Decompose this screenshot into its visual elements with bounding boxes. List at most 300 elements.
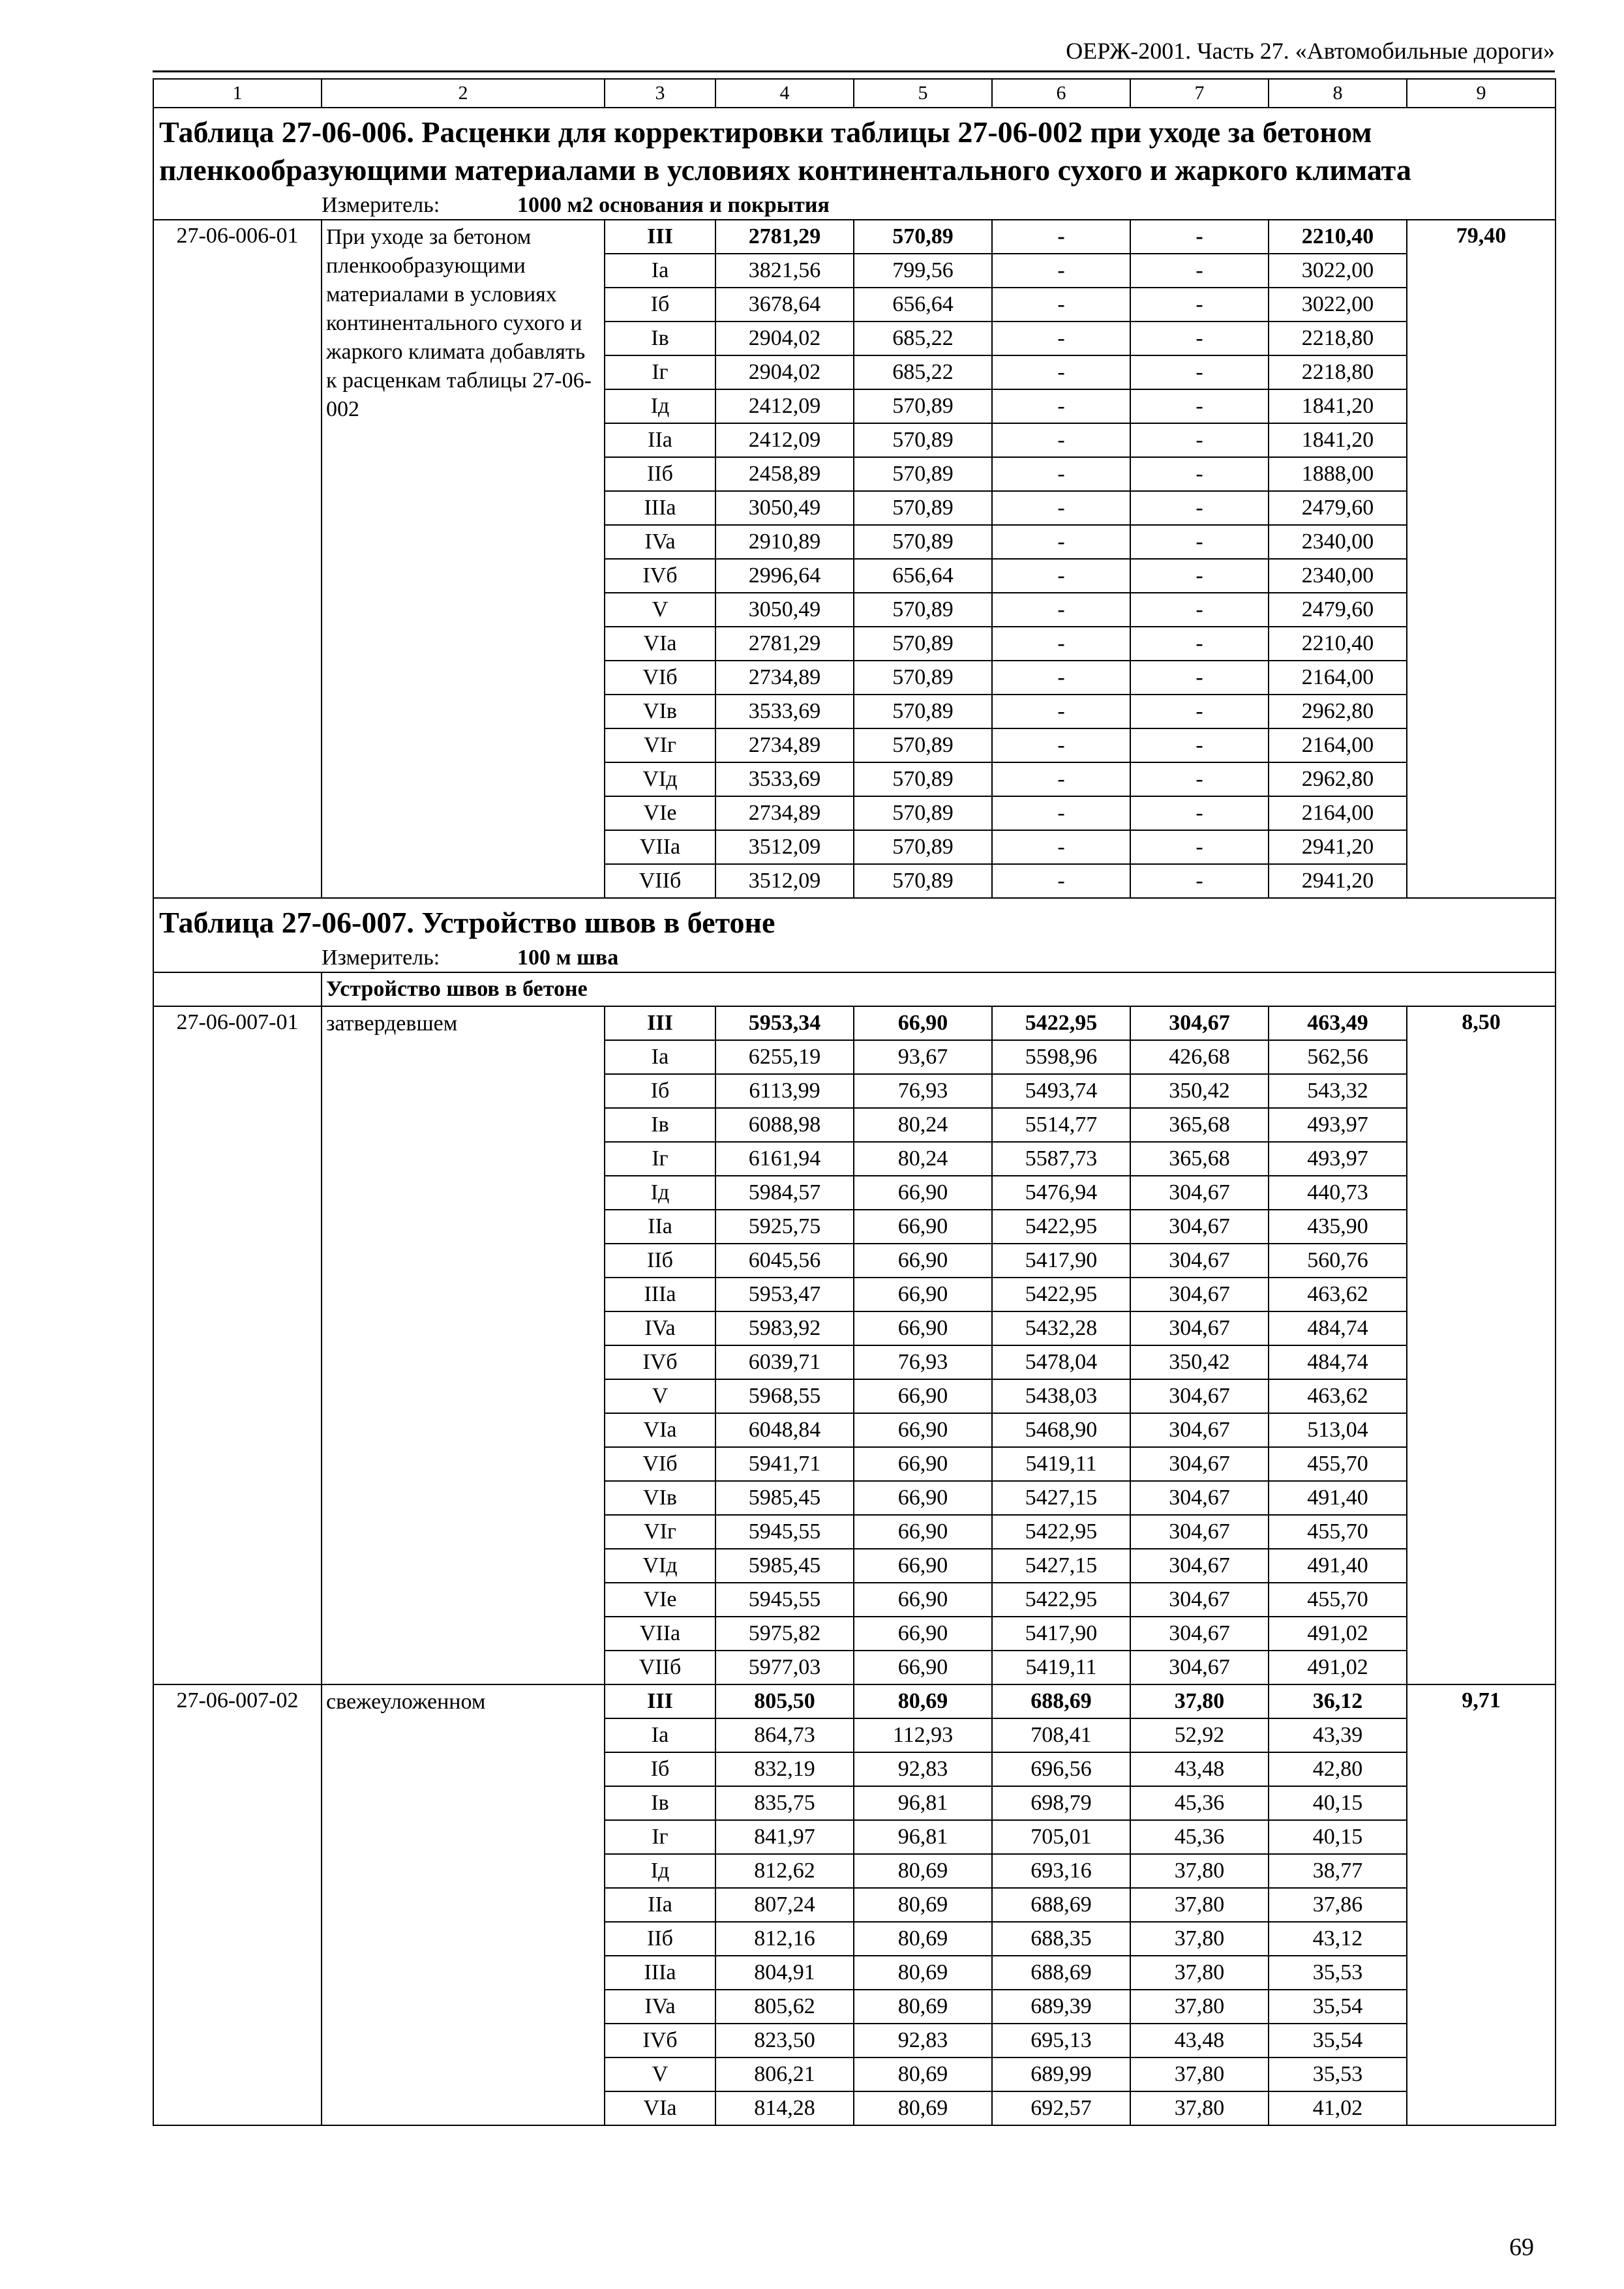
- wages-cell: 76,93: [854, 1345, 992, 1379]
- total-cost-cell: 804,91: [715, 1956, 854, 1990]
- machine-cost-cell: -: [992, 830, 1130, 864]
- climate-zone-cell: VIe: [605, 1583, 715, 1617]
- machinist-wages-cell: -: [1130, 491, 1269, 525]
- machinist-wages-cell: 43,48: [1130, 1752, 1269, 1786]
- machine-cost-cell: -: [992, 288, 1130, 322]
- machine-cost-cell: -: [992, 728, 1130, 762]
- machine-cost-cell: 695,13: [992, 2024, 1130, 2057]
- machine-cost-cell: 688,69: [992, 1956, 1130, 1990]
- climate-zone-cell: VIe: [605, 796, 715, 830]
- wages-cell: 570,89: [854, 457, 992, 491]
- climate-zone-cell: Ia: [605, 1040, 715, 1074]
- machinist-wages-cell: -: [1130, 864, 1269, 898]
- climate-zone-cell: IVa: [605, 1990, 715, 2024]
- climate-zone-cell: V: [605, 2057, 715, 2091]
- climate-zone-cell: VIIa: [605, 1617, 715, 1651]
- climate-zone-cell: Iд: [605, 389, 715, 423]
- machinist-wages-cell: 304,67: [1130, 1379, 1269, 1413]
- machinist-wages-cell: 52,92: [1130, 1718, 1269, 1752]
- materials-cost-cell: 484,74: [1269, 1345, 1407, 1379]
- materials-cost-cell: 2941,20: [1269, 830, 1407, 864]
- machine-cost-cell: 5422,95: [992, 1006, 1130, 1040]
- climate-zone-cell: III: [605, 220, 715, 254]
- machinist-wages-cell: 426,68: [1130, 1040, 1269, 1074]
- machine-cost-cell: 5438,03: [992, 1379, 1130, 1413]
- total-cost-cell: 5953,47: [715, 1278, 854, 1311]
- wages-cell: 570,89: [854, 220, 992, 254]
- machinist-wages-cell: -: [1130, 322, 1269, 355]
- wages-cell: 80,24: [854, 1108, 992, 1142]
- section-subtitle: Устройство швов в бетоне: [322, 972, 1556, 1006]
- climate-zone-cell: IIIa: [605, 1956, 715, 1990]
- materials-cost-cell: 463,62: [1269, 1379, 1407, 1413]
- climate-zone-cell: Iг: [605, 355, 715, 389]
- wages-cell: 80,69: [854, 1684, 992, 1718]
- table-title: Таблица 27-06-007. Устройство швов в бетоне: [153, 898, 1556, 944]
- wages-cell: 570,89: [854, 830, 992, 864]
- wages-cell: 66,90: [854, 1379, 992, 1413]
- materials-cost-cell: 2218,80: [1269, 322, 1407, 355]
- machinist-wages-cell: -: [1130, 355, 1269, 389]
- wages-cell: 799,56: [854, 254, 992, 288]
- climate-zone-cell: Ia: [605, 254, 715, 288]
- climate-zone-cell: VIa: [605, 1413, 715, 1447]
- climate-zone-cell: Iг: [605, 1820, 715, 1854]
- materials-cost-cell: 35,54: [1269, 2024, 1407, 2057]
- labor-cost: 8,50: [1407, 1006, 1556, 1684]
- machinist-wages-cell: -: [1130, 288, 1269, 322]
- total-cost-cell: 841,97: [715, 1820, 854, 1854]
- wages-cell: 80,69: [854, 2057, 992, 2091]
- total-cost-cell: 5983,92: [715, 1311, 854, 1345]
- climate-zone-cell: VIб: [605, 661, 715, 695]
- materials-cost-cell: 440,73: [1269, 1176, 1407, 1210]
- total-cost-cell: 3512,09: [715, 864, 854, 898]
- measure-value: 1000 м2 основания и покрытия: [517, 193, 830, 217]
- materials-cost-cell: 40,15: [1269, 1786, 1407, 1820]
- total-cost-cell: 5975,82: [715, 1617, 854, 1651]
- climate-zone-cell: V: [605, 1379, 715, 1413]
- wages-cell: 80,69: [854, 1888, 992, 1922]
- total-cost-cell: 5985,45: [715, 1481, 854, 1515]
- total-cost-cell: 6161,94: [715, 1142, 854, 1176]
- machine-cost-cell: -: [992, 525, 1130, 559]
- machine-cost-cell: -: [992, 254, 1130, 288]
- wages-cell: 66,90: [854, 1651, 992, 1684]
- total-cost-cell: 2996,64: [715, 559, 854, 593]
- machinist-wages-cell: -: [1130, 220, 1269, 254]
- column-number: 5: [854, 79, 992, 108]
- wages-cell: 66,90: [854, 1515, 992, 1549]
- total-cost-cell: 2781,29: [715, 627, 854, 661]
- machine-cost-cell: -: [992, 491, 1130, 525]
- materials-cost-cell: 2164,00: [1269, 661, 1407, 695]
- wages-cell: 656,64: [854, 559, 992, 593]
- materials-cost-cell: 455,70: [1269, 1583, 1407, 1617]
- wages-cell: 93,67: [854, 1040, 992, 1074]
- machine-cost-cell: -: [992, 762, 1130, 796]
- measure-row: [153, 192, 1556, 220]
- machinist-wages-cell: 43,48: [1130, 2024, 1269, 2057]
- column-number: 4: [715, 79, 854, 108]
- machine-cost-cell: -: [992, 695, 1130, 728]
- total-cost-cell: 5941,71: [715, 1447, 854, 1481]
- wages-cell: 66,90: [854, 1413, 992, 1447]
- table-row: [153, 1006, 1556, 1040]
- machinist-wages-cell: 304,67: [1130, 1583, 1269, 1617]
- wages-cell: 570,89: [854, 423, 992, 457]
- rate-description: свежеуложенном: [322, 1684, 605, 2125]
- machinist-wages-cell: 37,80: [1130, 1854, 1269, 1888]
- machine-cost-cell: 705,01: [992, 1820, 1130, 1854]
- climate-zone-cell: IIб: [605, 457, 715, 491]
- machinist-wages-cell: 350,42: [1130, 1074, 1269, 1108]
- machinist-wages-cell: 37,80: [1130, 1888, 1269, 1922]
- climate-zone-cell: V: [605, 593, 715, 627]
- machine-cost-cell: 5422,95: [992, 1515, 1130, 1549]
- climate-zone-cell: IIa: [605, 423, 715, 457]
- machine-cost-cell: -: [992, 559, 1130, 593]
- wages-cell: 66,90: [854, 1210, 992, 1244]
- climate-zone-cell: Ia: [605, 1718, 715, 1752]
- materials-cost-cell: 2340,00: [1269, 559, 1407, 593]
- machine-cost-cell: -: [992, 389, 1130, 423]
- climate-zone-cell: Iг: [605, 1142, 715, 1176]
- machinist-wages-cell: 304,67: [1130, 1447, 1269, 1481]
- wages-cell: 96,81: [854, 1820, 992, 1854]
- climate-zone-cell: Iв: [605, 322, 715, 355]
- total-cost-cell: 6088,98: [715, 1108, 854, 1142]
- machine-cost-cell: 688,35: [992, 1922, 1130, 1956]
- total-cost-cell: 5925,75: [715, 1210, 854, 1244]
- machinist-wages-cell: 304,67: [1130, 1617, 1269, 1651]
- total-cost-cell: 5984,57: [715, 1176, 854, 1210]
- total-cost-cell: 3533,69: [715, 762, 854, 796]
- machinist-wages-cell: 45,36: [1130, 1786, 1269, 1820]
- rate-description: затвердевшем: [322, 1006, 605, 1684]
- wages-cell: 570,89: [854, 864, 992, 898]
- machine-cost-cell: -: [992, 796, 1130, 830]
- materials-cost-cell: 491,02: [1269, 1617, 1407, 1651]
- total-cost-cell: 3533,69: [715, 695, 854, 728]
- materials-cost-cell: 41,02: [1269, 2091, 1407, 2125]
- materials-cost-cell: 43,39: [1269, 1718, 1407, 1752]
- machine-cost-cell: 5417,90: [992, 1244, 1130, 1278]
- machine-cost-cell: 698,79: [992, 1786, 1130, 1820]
- materials-cost-cell: 455,70: [1269, 1447, 1407, 1481]
- wages-cell: 570,89: [854, 525, 992, 559]
- machinist-wages-cell: 304,67: [1130, 1549, 1269, 1583]
- climate-zone-cell: VIд: [605, 762, 715, 796]
- column-number: 3: [605, 79, 715, 108]
- machine-cost-cell: 5432,28: [992, 1311, 1130, 1345]
- climate-zone-cell: IIa: [605, 1888, 715, 1922]
- machinist-wages-cell: -: [1130, 593, 1269, 627]
- column-number: 9: [1407, 79, 1556, 108]
- measure-value: 100 м шва: [517, 946, 619, 970]
- machine-cost-cell: 5514,77: [992, 1108, 1130, 1142]
- column-number: 8: [1269, 79, 1407, 108]
- total-cost-cell: 6039,71: [715, 1345, 854, 1379]
- total-cost-cell: 5953,34: [715, 1006, 854, 1040]
- climate-zone-cell: III: [605, 1684, 715, 1718]
- materials-cost-cell: 43,12: [1269, 1922, 1407, 1956]
- climate-zone-cell: Iб: [605, 1752, 715, 1786]
- column-number: 1: [153, 79, 322, 108]
- climate-zone-cell: Iд: [605, 1176, 715, 1210]
- machine-cost-cell: 696,56: [992, 1752, 1130, 1786]
- machine-cost-cell: 689,39: [992, 1990, 1130, 2024]
- table-title-row: [153, 898, 1556, 944]
- machinist-wages-cell: -: [1130, 728, 1269, 762]
- table-row: [153, 1684, 1556, 1718]
- measure-label: Измеритель:: [322, 193, 440, 217]
- total-cost-cell: 5945,55: [715, 1583, 854, 1617]
- measure-cell: [322, 944, 1556, 972]
- column-number: 6: [992, 79, 1130, 108]
- wages-cell: 80,69: [854, 1956, 992, 1990]
- wages-cell: 92,83: [854, 1752, 992, 1786]
- wages-cell: 66,90: [854, 1447, 992, 1481]
- total-cost-cell: 5977,03: [715, 1651, 854, 1684]
- machine-cost-cell: 689,99: [992, 2057, 1130, 2091]
- machine-cost-cell: 5422,95: [992, 1583, 1130, 1617]
- wages-cell: 112,93: [854, 1718, 992, 1752]
- total-cost-cell: 806,21: [715, 2057, 854, 2091]
- materials-cost-cell: 40,15: [1269, 1820, 1407, 1854]
- machine-cost-cell: -: [992, 423, 1130, 457]
- column-number: 7: [1130, 79, 1269, 108]
- table-title: Таблица 27-06-006. Расценки для корректировки таблицы 27-06-002 при уходе за бетоном пленкообразующими материалами в условиях континентального сухого и жаркого климата: [153, 108, 1556, 192]
- machinist-wages-cell: -: [1130, 796, 1269, 830]
- wages-cell: 96,81: [854, 1786, 992, 1820]
- climate-zone-cell: VIв: [605, 695, 715, 728]
- wages-cell: 80,69: [854, 2091, 992, 2125]
- wages-cell: 570,89: [854, 695, 992, 728]
- total-cost-cell: 835,75: [715, 1786, 854, 1820]
- total-cost-cell: 864,73: [715, 1718, 854, 1752]
- table-row: [153, 220, 1556, 254]
- wages-cell: 66,90: [854, 1176, 992, 1210]
- subtitle-row: [153, 972, 1556, 1006]
- machine-cost-cell: -: [992, 322, 1130, 355]
- materials-cost-cell: 463,62: [1269, 1278, 1407, 1311]
- climate-zone-cell: VIa: [605, 627, 715, 661]
- column-number: 2: [322, 79, 605, 108]
- total-cost-cell: 807,24: [715, 1888, 854, 1922]
- machine-cost-cell: -: [992, 355, 1130, 389]
- labor-cost: 79,40: [1407, 220, 1556, 898]
- total-cost-cell: 2734,89: [715, 796, 854, 830]
- measure-label: Измеритель:: [322, 946, 440, 970]
- materials-cost-cell: 2479,60: [1269, 491, 1407, 525]
- total-cost-cell: 2412,09: [715, 389, 854, 423]
- materials-cost-cell: 435,90: [1269, 1210, 1407, 1244]
- wages-cell: 80,69: [854, 1854, 992, 1888]
- materials-cost-cell: 35,53: [1269, 1956, 1407, 1990]
- machine-cost-cell: 5419,11: [992, 1651, 1130, 1684]
- total-cost-cell: 5945,55: [715, 1515, 854, 1549]
- machinist-wages-cell: -: [1130, 389, 1269, 423]
- machinist-wages-cell: 304,67: [1130, 1481, 1269, 1515]
- total-cost-cell: 2734,89: [715, 728, 854, 762]
- rate-code: 27-06-007-02: [153, 1684, 322, 2125]
- climate-zone-cell: IVб: [605, 559, 715, 593]
- wages-cell: 570,89: [854, 728, 992, 762]
- page-number: 69: [1509, 2234, 1534, 2261]
- rate-code: 27-06-006-01: [153, 220, 322, 898]
- climate-zone-cell: IVa: [605, 1311, 715, 1345]
- machinist-wages-cell: 37,80: [1130, 1990, 1269, 2024]
- wages-cell: 80,69: [854, 1922, 992, 1956]
- machine-cost-cell: 693,16: [992, 1854, 1130, 1888]
- machine-cost-cell: 5476,94: [992, 1176, 1130, 1210]
- climate-zone-cell: VIд: [605, 1549, 715, 1583]
- materials-cost-cell: 2941,20: [1269, 864, 1407, 898]
- climate-zone-cell: VIIa: [605, 830, 715, 864]
- machinist-wages-cell: 350,42: [1130, 1345, 1269, 1379]
- materials-cost-cell: 2210,40: [1269, 627, 1407, 661]
- header-rule: [153, 70, 1555, 72]
- materials-cost-cell: 463,49: [1269, 1006, 1407, 1040]
- climate-zone-cell: IIб: [605, 1244, 715, 1278]
- machinist-wages-cell: 304,67: [1130, 1278, 1269, 1311]
- climate-zone-cell: VIIб: [605, 864, 715, 898]
- climate-zone-cell: Iд: [605, 1854, 715, 1888]
- materials-cost-cell: 562,56: [1269, 1040, 1407, 1074]
- climate-zone-cell: IIa: [605, 1210, 715, 1244]
- materials-cost-cell: 2164,00: [1269, 728, 1407, 762]
- materials-cost-cell: 2479,60: [1269, 593, 1407, 627]
- materials-cost-cell: 491,40: [1269, 1549, 1407, 1583]
- materials-cost-cell: 560,76: [1269, 1244, 1407, 1278]
- total-cost-cell: 6048,84: [715, 1413, 854, 1447]
- total-cost-cell: 2734,89: [715, 661, 854, 695]
- wages-cell: 570,89: [854, 389, 992, 423]
- table-body: [153, 79, 1556, 2125]
- wages-cell: 66,90: [854, 1617, 992, 1651]
- total-cost-cell: 2910,89: [715, 525, 854, 559]
- machine-cost-cell: 5493,74: [992, 1074, 1130, 1108]
- climate-zone-cell: Iб: [605, 288, 715, 322]
- materials-cost-cell: 2962,80: [1269, 695, 1407, 728]
- rate-code: 27-06-007-01: [153, 1006, 322, 1684]
- materials-cost-cell: 484,74: [1269, 1311, 1407, 1345]
- materials-cost-cell: 2210,40: [1269, 220, 1407, 254]
- wages-cell: 656,64: [854, 288, 992, 322]
- climate-zone-cell: VIб: [605, 1447, 715, 1481]
- machinist-wages-cell: 304,67: [1130, 1210, 1269, 1244]
- materials-cost-cell: 455,70: [1269, 1515, 1407, 1549]
- machinist-wages-cell: 37,80: [1130, 2091, 1269, 2125]
- machinist-wages-cell: -: [1130, 525, 1269, 559]
- climate-zone-cell: III: [605, 1006, 715, 1040]
- machinist-wages-cell: 304,67: [1130, 1515, 1269, 1549]
- machine-cost-cell: 5419,11: [992, 1447, 1130, 1481]
- machine-cost-cell: 5422,95: [992, 1210, 1130, 1244]
- machinist-wages-cell: -: [1130, 695, 1269, 728]
- materials-cost-cell: 491,02: [1269, 1651, 1407, 1684]
- materials-cost-cell: 42,80: [1269, 1752, 1407, 1786]
- total-cost-cell: 2904,02: [715, 355, 854, 389]
- total-cost-cell: 814,28: [715, 2091, 854, 2125]
- total-cost-cell: 832,19: [715, 1752, 854, 1786]
- total-cost-cell: 5985,45: [715, 1549, 854, 1583]
- machinist-wages-cell: 365,68: [1130, 1142, 1269, 1176]
- machinist-wages-cell: 45,36: [1130, 1820, 1269, 1854]
- machine-cost-cell: 5427,15: [992, 1481, 1130, 1515]
- total-cost-cell: 2412,09: [715, 423, 854, 457]
- wages-cell: 80,69: [854, 1990, 992, 2024]
- machine-cost-cell: 688,69: [992, 1684, 1130, 1718]
- materials-cost-cell: 513,04: [1269, 1413, 1407, 1447]
- machinist-wages-cell: 304,67: [1130, 1311, 1269, 1345]
- machine-cost-cell: -: [992, 864, 1130, 898]
- machine-cost-cell: 5427,15: [992, 1549, 1130, 1583]
- wages-cell: 685,22: [854, 355, 992, 389]
- total-cost-cell: 3821,56: [715, 254, 854, 288]
- wages-cell: 66,90: [854, 1278, 992, 1311]
- total-cost-cell: 805,50: [715, 1684, 854, 1718]
- machinist-wages-cell: 304,67: [1130, 1176, 1269, 1210]
- materials-cost-cell: 1841,20: [1269, 389, 1407, 423]
- measure-spacer: [153, 944, 322, 972]
- climate-zone-cell: VIa: [605, 2091, 715, 2125]
- materials-cost-cell: 3022,00: [1269, 288, 1407, 322]
- machinist-wages-cell: 37,80: [1130, 1684, 1269, 1718]
- materials-cost-cell: 37,86: [1269, 1888, 1407, 1922]
- materials-cost-cell: 493,97: [1269, 1108, 1407, 1142]
- materials-cost-cell: 2340,00: [1269, 525, 1407, 559]
- machine-cost-cell: 5478,04: [992, 1345, 1130, 1379]
- climate-zone-cell: VIг: [605, 728, 715, 762]
- climate-zone-cell: IIб: [605, 1922, 715, 1956]
- machine-cost-cell: 5422,95: [992, 1278, 1130, 1311]
- machinist-wages-cell: 304,67: [1130, 1651, 1269, 1684]
- materials-cost-cell: 491,40: [1269, 1481, 1407, 1515]
- wages-cell: 570,89: [854, 593, 992, 627]
- labor-cost: 9,71: [1407, 1684, 1556, 2125]
- wages-cell: 66,90: [854, 1006, 992, 1040]
- total-cost-cell: 6045,56: [715, 1244, 854, 1278]
- wages-cell: 66,90: [854, 1549, 992, 1583]
- wages-cell: 76,93: [854, 1074, 992, 1108]
- machinist-wages-cell: 304,67: [1130, 1006, 1269, 1040]
- total-cost-cell: 812,16: [715, 1922, 854, 1956]
- wages-cell: 570,89: [854, 796, 992, 830]
- machinist-wages-cell: -: [1130, 830, 1269, 864]
- machinist-wages-cell: -: [1130, 254, 1269, 288]
- materials-cost-cell: 35,53: [1269, 2057, 1407, 2091]
- climate-zone-cell: IVб: [605, 2024, 715, 2057]
- machine-cost-cell: 5417,90: [992, 1617, 1130, 1651]
- materials-cost-cell: 1888,00: [1269, 457, 1407, 491]
- machine-cost-cell: -: [992, 627, 1130, 661]
- machinist-wages-cell: -: [1130, 423, 1269, 457]
- running-header: ОЕРЖ-2001. Часть 27. «Автомобильные дороги»: [1066, 38, 1555, 64]
- machine-cost-cell: 5587,73: [992, 1142, 1130, 1176]
- machine-cost-cell: 688,69: [992, 1888, 1130, 1922]
- materials-cost-cell: 36,12: [1269, 1684, 1407, 1718]
- wages-cell: 570,89: [854, 627, 992, 661]
- wages-cell: 570,89: [854, 491, 992, 525]
- materials-cost-cell: 1841,20: [1269, 423, 1407, 457]
- rate-description: При уходе за бетоном пленкообразующими материалами в условиях континентального сухого и жаркого климата добавлять к расценкам таблицы 27-06-002: [322, 220, 605, 898]
- machinist-wages-cell: -: [1130, 559, 1269, 593]
- materials-cost-cell: 3022,00: [1269, 254, 1407, 288]
- machinist-wages-cell: 37,80: [1130, 1956, 1269, 1990]
- materials-cost-cell: 2962,80: [1269, 762, 1407, 796]
